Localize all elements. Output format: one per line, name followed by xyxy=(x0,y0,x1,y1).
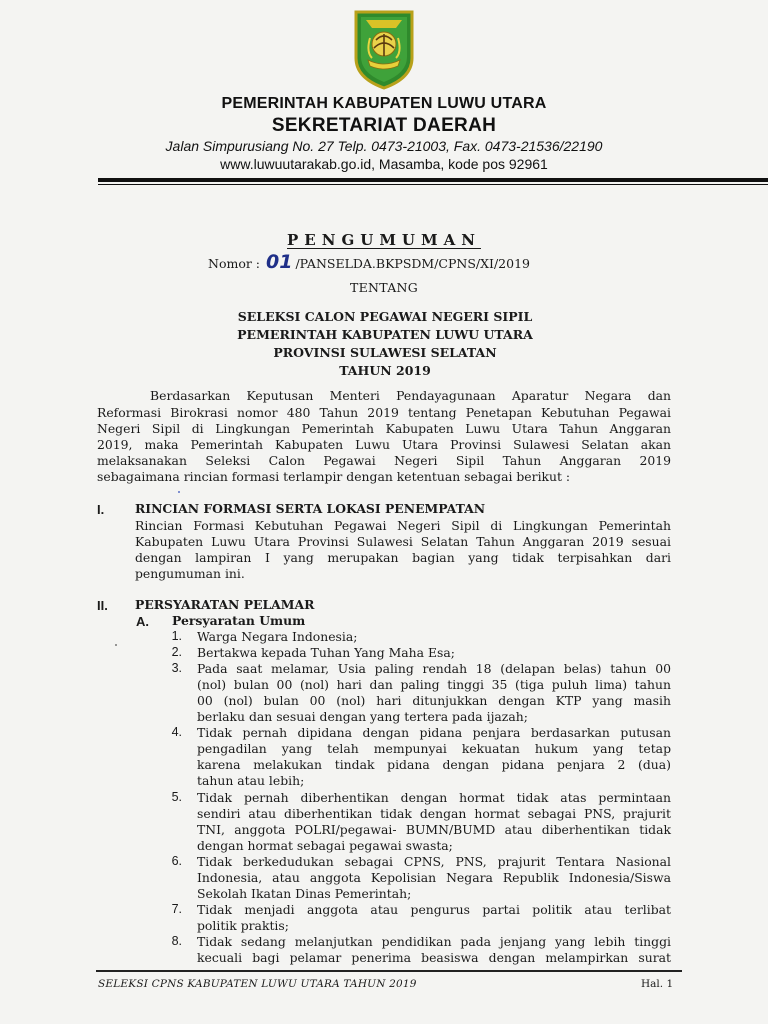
list-item-line: Warga Negara Indonesia; xyxy=(197,629,358,644)
letterhead-government: PEMERINTAH KABUPATEN LUWU UTARA xyxy=(221,95,547,112)
letterhead-address: Jalan Simpurusiang No. 27 Telp. 0473-21003, Fax. 0473-21536/22190 xyxy=(165,138,603,154)
list-item-line: Tidak menjadi anggota atau pengurus partai politik atau terlibat xyxy=(197,902,671,917)
subject-line: TAHUN 2019 xyxy=(339,363,431,378)
scan-speck xyxy=(178,491,180,493)
section-1-line: Rincian Formasi Kebutuhan Pegawai Negeri Sipil di Lingkungan Pemerintah xyxy=(135,518,671,533)
intro-line: 2019, maka Pemerintah Kabupaten Luwu Utara Provinsi Sulawesi Selatan akan xyxy=(97,437,671,452)
list-item-line: Sekolah Ikatan Dinas Pemerintah; xyxy=(197,886,412,901)
handwritten-number: 01 xyxy=(266,251,293,273)
list-item-line: tahun atau lebih; xyxy=(197,773,305,788)
subsection-a-letter: A. xyxy=(136,614,149,629)
list-item-line: karena melakukan tindak pidana dengan pidana penjara 2 (dua) xyxy=(197,757,671,772)
letterhead-divider-thick xyxy=(98,178,768,182)
announcement-title: PENGUMUMAN xyxy=(287,231,481,249)
list-item-line: pengadilan yang telah mempunyai kekuatan hukum yang tetap xyxy=(197,741,671,756)
section-1-line: pengumuman ini. xyxy=(135,566,245,581)
intro-line: Berdasarkan Keputusan Menteri Pendayagunaan Aparatur Negara dan xyxy=(150,388,671,403)
list-item-number: 2. xyxy=(171,645,182,659)
list-item-line: Tidak sedang melanjutkan pendidikan pada jenjang yang lebih tinggi xyxy=(197,934,671,949)
section-1-heading: RINCIAN FORMASI SERTA LOKASI PENEMPATAN xyxy=(135,501,486,516)
luwu-utara-regency-emblem-icon xyxy=(352,8,416,90)
list-item-line: politik praktis; xyxy=(197,918,289,933)
subject-line: PEMERINTAH KABUPATEN LUWU UTARA xyxy=(237,327,533,342)
footer-divider xyxy=(96,970,682,972)
section-2-numeral: II. xyxy=(97,598,108,613)
list-item-number: 7. xyxy=(171,902,182,916)
list-item-line: Pada saat melamar, Usia paling rendah 18 (delapan belas) tahun 00 xyxy=(197,661,671,676)
intro-line: Negeri Sipil di Lingkungan Pemerintah Kabupaten Luwu Utara Tahun Anggaran xyxy=(97,421,671,436)
list-item-number: 6. xyxy=(171,854,182,868)
list-item-line: kecuali bagi pelamar penerima beasiswa dengan melampirkan surat xyxy=(197,950,671,965)
nomor-label: Nomor : xyxy=(208,256,261,271)
subsection-a-heading: Persyaratan Umum xyxy=(172,613,306,628)
list-item-line: TNI, anggota POLRI/pegawai- BUMN/BUMD atau diberhentikan tidak xyxy=(197,822,671,837)
section-1-numeral: I. xyxy=(97,502,105,517)
section-1-line: dengan lampiran I yang merupakan bagian yang tidak terpisahkan dari xyxy=(135,550,671,565)
letterhead-website: www.luwuutarakab.go.id, Masamba, kode pos 92961 xyxy=(220,156,548,172)
list-item-number: 8. xyxy=(171,934,182,948)
letterhead-divider-thin xyxy=(98,184,768,185)
list-item-line: Tidak pernah diberhentikan dengan hormat tidak atas permintaan xyxy=(197,790,671,805)
list-item-line: sendiri atau diberhentikan tidak dengan hormat sebagai PNS, prajurit xyxy=(197,806,671,821)
list-item-line: 00 (nol) bulan 00 (nol) hari ditunjukkan dengan KTP yang masih xyxy=(197,693,671,708)
list-item-line: Indonesia, atau anggota Kepolisian Negara Republik Indonesia/Siswa xyxy=(197,870,671,885)
page-number: Hal. 1 xyxy=(641,978,674,990)
list-item-number: 4. xyxy=(171,725,182,739)
intro-line: Reformasi Birokrasi nomor 480 Tahun 2019 tentang Penetapan Kebutuhan Pegawai xyxy=(97,405,671,420)
intro-line: sebagaimana rincian formasi terlampir dengan ketentuan sebagai berikut : xyxy=(97,469,571,484)
list-item-line: Bertakwa kepada Tuhan Yang Maha Esa; xyxy=(197,645,455,660)
footer-title: SELEKSI CPNS KABUPATEN LUWU UTARA TAHUN 2019 xyxy=(98,978,417,990)
subject-line: SELEKSI CALON PEGAWAI NEGERI SIPIL xyxy=(237,309,533,324)
list-item-number: 1. xyxy=(171,629,182,643)
scan-speck xyxy=(115,644,117,646)
list-item-line: Tidak pernah dipidana dengan pidana penjara berdasarkan putusan xyxy=(197,725,671,740)
section-2-heading: PERSYARATAN PELAMAR xyxy=(135,597,315,612)
list-item-line: dengan hormat sebagai pegawai swasta; xyxy=(197,838,453,853)
list-item-line: (nol) bulan 00 (nol) hari dan paling tinggi 35 (tiga puluh lima) tahun xyxy=(197,677,671,692)
nomor-suffix: /PANSELDA.BKPSDM/CPNS/XI/2019 xyxy=(295,256,530,271)
list-item-number: 5. xyxy=(171,790,182,804)
letterhead-office: SEKRETARIAT DAERAH xyxy=(271,115,497,136)
subject-line: PROVINSI SULAWESI SELATAN xyxy=(273,345,497,360)
announcement-number xyxy=(208,251,530,273)
list-item-number: 3. xyxy=(171,661,182,675)
tentang-label: TENTANG xyxy=(349,280,419,295)
intro-line: melaksanakan Seleksi Calon Pegawai Negeri Sipil Tahun Anggaran 2019 xyxy=(97,453,671,468)
list-item-line: Tidak berkedudukan sebagai CPNS, PNS, prajurit Tentara Nasional xyxy=(197,854,671,869)
list-item-line: berlaku dan sesuai dengan yang tertera pada ijazah; xyxy=(197,709,528,724)
section-1-line: Kabupaten Luwu Utara Provinsi Sulawesi Selatan Tahun Anggaran 2019 sesuai xyxy=(135,534,671,549)
